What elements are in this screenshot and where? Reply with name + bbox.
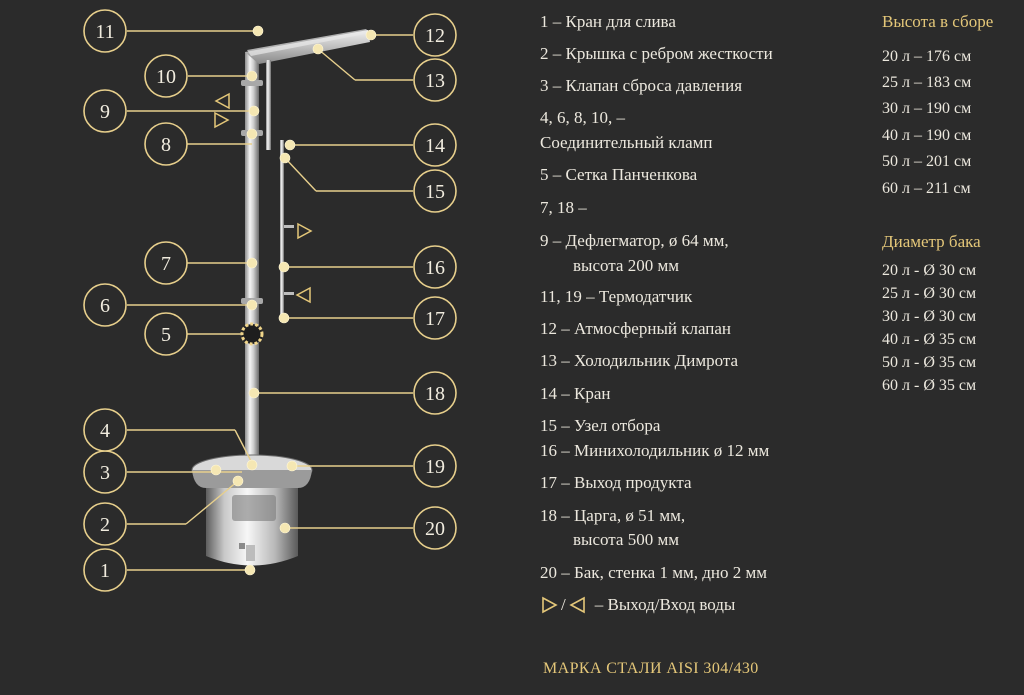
callout-5 bbox=[145, 313, 187, 355]
water-in-arrow-9 bbox=[216, 94, 229, 108]
legend-line: 14 – Кран bbox=[540, 384, 611, 403]
callout-2 bbox=[84, 503, 126, 545]
legend-line: 15 – Узел отбора bbox=[540, 416, 661, 435]
diameter-row: 60 л - Ø 35 см bbox=[882, 377, 977, 394]
legend-line: 16 – Минихолодильник ø 12 мм bbox=[540, 441, 770, 460]
svg-text:1: 1 bbox=[100, 560, 110, 582]
height-title: Высота в сборе bbox=[882, 12, 994, 31]
svg-text:4: 4 bbox=[100, 420, 110, 442]
apparatus bbox=[192, 29, 370, 566]
legend-line: 9 – Дефлегматор, ø 64 мм, bbox=[540, 231, 729, 250]
callout-7 bbox=[145, 242, 187, 284]
legend-line: 20 – Бак, стенка 1 мм, дно 2 мм bbox=[540, 563, 768, 582]
legend-line: 5 – Сетка Панченкова bbox=[540, 165, 698, 184]
callout-1 bbox=[84, 549, 126, 591]
side-line bbox=[280, 140, 284, 322]
svg-text:13: 13 bbox=[425, 70, 445, 92]
callout-10 bbox=[145, 55, 187, 97]
svg-text:18: 18 bbox=[425, 383, 445, 405]
svg-text:12: 12 bbox=[425, 25, 445, 47]
diameter-row: 25 л - Ø 30 см bbox=[882, 285, 977, 302]
triangle-left-icon bbox=[569, 596, 587, 614]
water-out-arrow-side bbox=[298, 224, 311, 238]
svg-text:6: 6 bbox=[100, 295, 110, 317]
diameter-row: 50 л - Ø 35 см bbox=[882, 354, 977, 371]
callout-13 bbox=[414, 59, 456, 101]
legend-line: 13 – Холодильник Димрота bbox=[540, 351, 739, 370]
callout-14 bbox=[414, 124, 456, 166]
legend-line: высота 200 мм bbox=[573, 256, 679, 275]
callout-8 bbox=[145, 123, 187, 165]
legend-line: 11, 19 – Термодатчик bbox=[540, 287, 693, 306]
legend-line: 1 – Кран для слива bbox=[540, 12, 676, 31]
callout-19 bbox=[414, 445, 456, 487]
callout-16 bbox=[414, 246, 456, 288]
water-out-arrow-9 bbox=[215, 113, 228, 127]
callout-4 bbox=[84, 409, 126, 451]
callout-20 bbox=[414, 507, 456, 549]
triangle-right-icon bbox=[540, 596, 558, 614]
svg-text:2: 2 bbox=[100, 514, 110, 536]
diameter-row: 30 л - Ø 30 см bbox=[882, 308, 977, 325]
svg-text:7: 7 bbox=[161, 253, 171, 275]
arrows-separator: / bbox=[561, 595, 566, 614]
height-row: 50 л – 201 см bbox=[882, 153, 972, 170]
callout-17 bbox=[414, 297, 456, 339]
callout-11 bbox=[84, 10, 126, 52]
legend-line: высота 500 мм bbox=[573, 530, 679, 549]
svg-text:9: 9 bbox=[100, 101, 110, 123]
svg-text:15: 15 bbox=[425, 181, 445, 203]
tank-lid-rim bbox=[192, 470, 312, 488]
svg-text:8: 8 bbox=[161, 134, 171, 156]
svg-text:3: 3 bbox=[100, 462, 110, 484]
water-arrows bbox=[215, 94, 311, 302]
legend-line: 4, 6, 8, 10, – bbox=[540, 108, 625, 127]
svg-text:10: 10 bbox=[156, 66, 176, 88]
height-row: 25 л – 183 см bbox=[882, 74, 972, 91]
legend-line: 3 – Клапан сброса давления bbox=[540, 76, 743, 95]
callout-6 bbox=[84, 284, 126, 326]
legend-line: 17 – Выход продукта bbox=[540, 473, 692, 492]
svg-text:14: 14 bbox=[425, 135, 445, 157]
svg-text:20: 20 bbox=[425, 518, 445, 540]
svg-text:11: 11 bbox=[95, 21, 115, 43]
water-arrows-legend bbox=[540, 593, 735, 617]
callout-18 bbox=[414, 372, 456, 414]
dimroth-pipe bbox=[266, 60, 271, 150]
diameter-title: Диаметр бака bbox=[882, 232, 981, 251]
diameter-row: 20 л - Ø 30 см bbox=[882, 262, 977, 279]
mesh-5 bbox=[242, 324, 262, 344]
legend-line: 18 – Царга, ø 51 мм, bbox=[540, 506, 686, 525]
svg-text:5: 5 bbox=[161, 324, 171, 346]
svg-text:19: 19 bbox=[425, 456, 445, 478]
callout-9 bbox=[84, 90, 126, 132]
callout-12 bbox=[414, 14, 456, 56]
legend-line: 12 – Атмосферный клапан bbox=[540, 319, 732, 338]
callout-15 bbox=[414, 170, 456, 212]
svg-text:17: 17 bbox=[425, 308, 445, 330]
height-row: 20 л – 176 см bbox=[882, 48, 972, 65]
water-in-arrow-side bbox=[297, 288, 310, 302]
height-row: 30 л – 190 см bbox=[882, 100, 972, 117]
steel-grade-footer: МАРКА СТАЛИ AISI 304/430 bbox=[543, 660, 759, 677]
legend-line: Соединительный кламп bbox=[540, 133, 713, 152]
height-row: 60 л – 211 см bbox=[882, 180, 971, 197]
svg-text:16: 16 bbox=[425, 257, 445, 279]
legend-line: 7, 18 – bbox=[540, 198, 587, 217]
arrows-legend-text: – Выход/Вход воды bbox=[594, 595, 736, 614]
height-row: 40 л – 190 см bbox=[882, 127, 972, 144]
legend-line: 2 – Крышка с ребром жесткости bbox=[540, 44, 773, 63]
callout-3 bbox=[84, 451, 126, 493]
diameter-row: 40 л - Ø 35 см bbox=[882, 331, 977, 348]
